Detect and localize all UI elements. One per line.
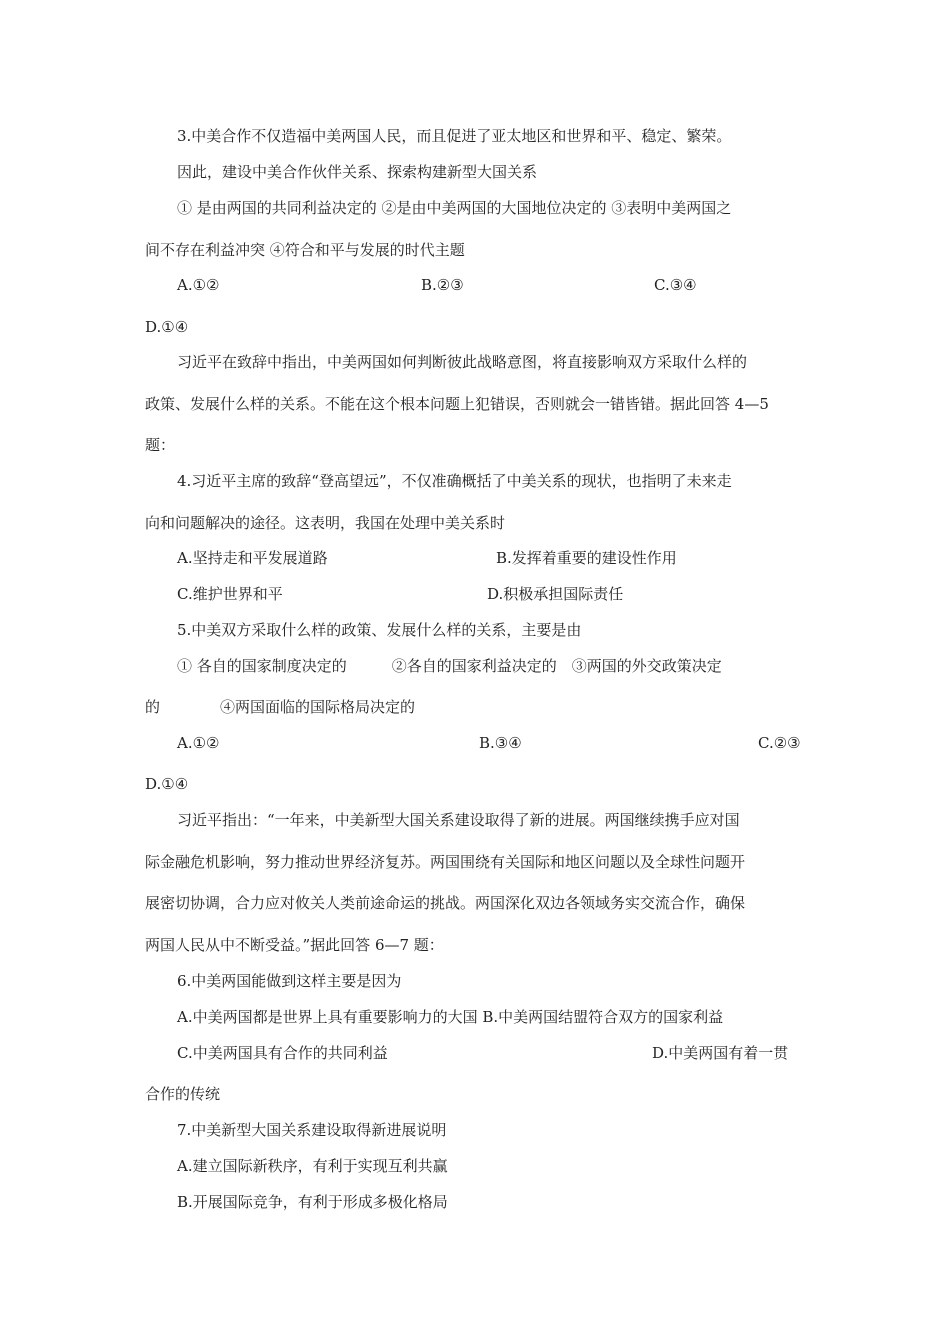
q7-option-a: A.建立国际新秩序，有利于实现互利共赢 xyxy=(177,1157,448,1175)
passage2-line2: 际金融危机影响，努力推动世界经济复苏。两国围绕有关国际和地区问题以及全球性问题开 xyxy=(145,853,746,871)
q5-option-d: D.①④ xyxy=(145,775,189,793)
q6-option-d-line1: D.中美两国有着一贯 xyxy=(652,1044,789,1062)
q4-option-c: C.维护世界和平 xyxy=(177,585,283,603)
q5-option-c: C.②③ xyxy=(758,734,801,752)
q5-option-a: A.①② xyxy=(177,734,220,752)
q3-stem-line1: 3.中美合作不仅造福中美两国人民，而且促进了亚太地区和世界和平、稳定、繁荣。 xyxy=(177,127,732,145)
passage2-line3: 展密切协调，合力应对攸关人类前途命运的挑战。两国深化双边各领域务实交流合作，确保 xyxy=(145,894,746,912)
q5-items-line1: ① 各自的国家制度决定的 ②各自的国家利益决定的 ③两国的外交政策决定 xyxy=(177,657,722,675)
q3-items-line1: ① 是由两国的共同利益决定的 ②是由中美两国的大国地位决定的 ③表明中美两国之 xyxy=(177,199,732,217)
passage2-line4: 两国人民从中不断受益。”据此回答 6—7 题： xyxy=(145,936,444,954)
q4-option-d: D.积极承担国际责任 xyxy=(487,585,624,603)
q5-items-line2: 的 ④两国面临的国际格局决定的 xyxy=(145,698,416,716)
passage1-line3: 题： xyxy=(145,436,176,454)
passage1-line2: 政策、发展什么样的关系。不能在这个根本问题上犯错误，否则就会一错皆错。据此回答 4—5 xyxy=(145,395,769,413)
q3-option-d: D.①④ xyxy=(145,318,189,336)
q6-option-d-line2: 合作的传统 xyxy=(145,1085,221,1103)
q5-stem: 5.中美双方采取什么样的政策、发展什么样的关系，主要是由 xyxy=(177,621,582,639)
q3-option-b: B.②③ xyxy=(421,276,464,294)
q3-option-a: A.①② xyxy=(177,276,220,294)
passage1-line1: 习近平在致辞中指出，中美两国如何判断彼此战略意图，将直接影响双方采取什么样的 xyxy=(177,353,748,371)
q4-stem-line2: 向和问题解决的途径。这表明，我国在处理中美关系时 xyxy=(145,514,506,532)
q4-stem-line1: 4.习近平主席的致辞“登高望远”，不仅准确概括了中美关系的现状，也指明了未来走 xyxy=(177,472,732,490)
q4-option-b: B.发挥着重要的建设性作用 xyxy=(496,549,677,567)
q6-option-c: C.中美两国具有合作的共同利益 xyxy=(177,1044,388,1062)
q3-option-c: C.③④ xyxy=(654,276,697,294)
q6-options-ab: A.中美两国都是世界上具有重要影响力的大国 B.中美两国结盟符合双方的国家利益 xyxy=(177,1008,724,1026)
q5-option-b: B.③④ xyxy=(479,734,522,752)
q3-stem-line2: 因此，建设中美合作伙伴关系、探索构建新型大国关系 xyxy=(177,163,538,181)
passage2-line1: 习近平指出：“一年来，中美新型大国关系建设取得了新的进展。两国继续携手应对国 xyxy=(177,811,740,829)
q7-option-b: B.开展国际竞争，有利于形成多极化格局 xyxy=(177,1193,448,1211)
q6-stem: 6.中美两国能做到这样主要是因为 xyxy=(177,972,402,990)
q3-items-line2: 间不存在利益冲突 ④符合和平与发展的时代主题 xyxy=(145,241,465,259)
q7-stem: 7.中美新型大国关系建设取得新进展说明 xyxy=(177,1121,447,1139)
q4-option-a: A.坚持走和平发展道路 xyxy=(177,549,328,567)
